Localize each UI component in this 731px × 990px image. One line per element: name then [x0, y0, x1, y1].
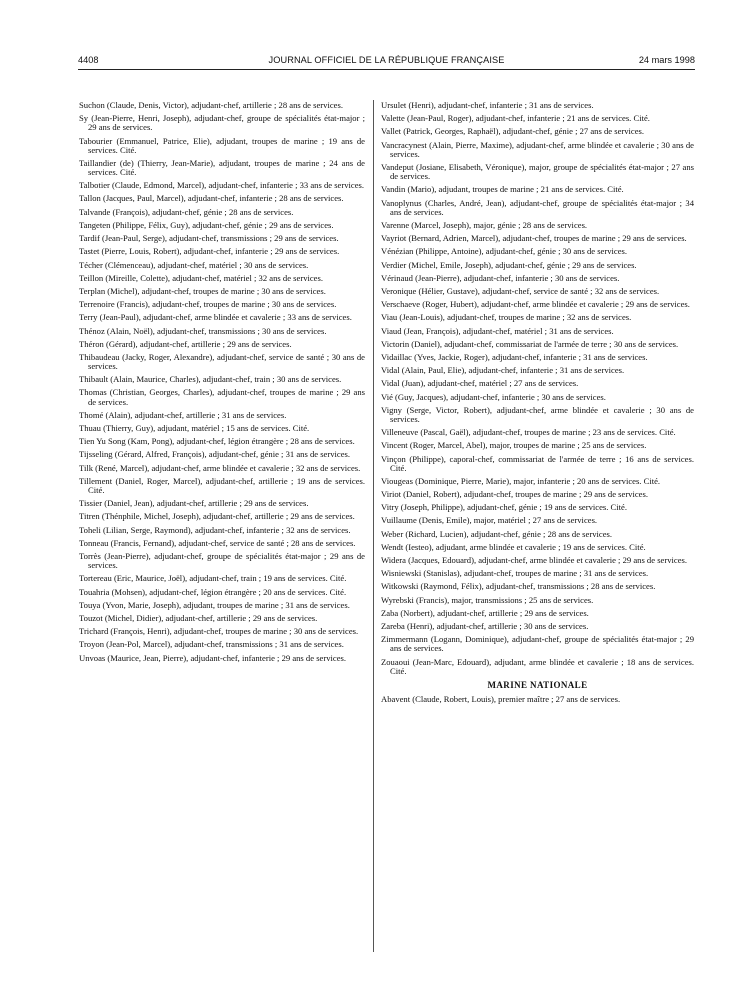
list-item: Tissier (Daniel, Jean), adjudant-chef, artillerie ; 29 ans de services. — [79, 498, 309, 509]
list-item: Sy (Jean-Pierre, Henri, Joseph), adjudant-chef, groupe de spécialités état-major ; 29 ans de services. — [79, 113, 365, 133]
list-item: Torrès (Jean-Pierre), adjudant-chef, groupe de spécialités état-major ; 29 ans de services. — [79, 551, 365, 571]
list-item: Terrenoire (Francis), adjudant-chef, troupes de marine ; 30 ans de services. — [79, 299, 337, 310]
right-column — [381, 101, 694, 708]
list-item: Tallon (Jacques, Paul, Marcel), adjudant-chef, infanterie ; 28 ans de services. — [79, 193, 344, 204]
list-item: Touzot (Michel, Didier), adjudant-chef, artillerie ; 29 ans de services. — [79, 613, 318, 623]
section-heading: MARINE NATIONALE — [487, 679, 588, 690]
list-item: Tillement (Daniel, Roger, Marcel), adjudant-chef, artillerie ; 19 ans de services. Cité. — [79, 475, 365, 496]
list-item: Vandin (Mario), adjudant, troupes de marine ; 21 ans de services. Cité. — [381, 184, 624, 195]
column-separator — [373, 100, 374, 952]
list-item: Zouaoui (Jean-Marc, Edouard), adjudant, arme blindée et cavalerie ; 18 ans de services. Cité. — [381, 656, 694, 676]
list-item: Vidaillac (Yves, Jackie, Roger), adjudant-chef, infanterie ; 31 ans de services. — [381, 351, 648, 362]
list-item: Weber (Richard, Lucien), adjudant-chef, génie ; 28 ans de services. — [381, 528, 613, 539]
list-item: Zimmermann (Logann, Dominique), adjudant-chef, groupe de spécialités état-major ; 29 ans de services. — [381, 634, 694, 654]
list-item: Teillon (Mireille, Colette), adjudant-chef, matériel ; 32 ans de services. — [79, 272, 323, 283]
list-item: Tonneau (Francis, Fernand), adjudant-chef, service de santé ; 28 ans de services. — [79, 537, 356, 548]
list-item: Wyrebski (Francis), major, transmissions ; 25 ans de services. — [381, 594, 594, 605]
list-item: Tien Yu Song (Kam, Pong), adjudant-chef, légion étrangère ; 28 ans de services. — [79, 436, 355, 447]
list-item: Vanoplynus (Charles, André, Jean), adjudant-chef, groupe de spécialités état-major ; 34 ans de services. — [381, 197, 694, 217]
list-item: Suchon (Claude, Denis, Victor), adjudant-chef, artillerie ; 28 ans de services. — [79, 100, 343, 110]
list-item: Thibault (Alain, Maurice, Charles), adjudant-chef, train ; 30 ans de services. — [79, 374, 342, 385]
list-item: Wendt (Iesteo), adjudant, arme blindée et cavalerie ; 19 ans de services. Cité. — [381, 541, 646, 552]
list-item: Trichard (François, Henri), adjudant-chef, troupes de marine ; 30 ans de services. — [79, 626, 359, 637]
list-item: Viaud (Jean, François), adjudant-chef, matériel ; 31 ans de services. — [381, 325, 614, 336]
list-item: Villeneuve (Pascal, Gaël), adjudant-chef, troupes de marine ; 23 ans de services. Cité. — [381, 427, 676, 438]
page-number: 4408 — [78, 55, 99, 65]
list-item: Widera (Jacques, Edouard), adjudant-chef, arme blindée et cavalerie ; 29 ans de services. — [381, 555, 688, 566]
list-item: Zaba (Norbert), adjudant-chef, artillerie ; 29 ans de services. — [381, 607, 589, 618]
list-item: Wisniewski (Stanislas), adjudant-chef, troupes de marine ; 31 ans de services. — [381, 568, 649, 579]
list-item: Técher (Clémenceau), adjudant-chef, matériel ; 30 ans de services. — [79, 259, 309, 270]
list-item: Vandeput (Josiane, Elisabeth, Véronique), major, groupe de spécialités état-major ; 27 ans de services. — [381, 161, 694, 182]
left-column — [79, 101, 365, 667]
list-item: Touya (Yvon, Marie, Joseph), adjudant, troupes de marine ; 31 ans de services. — [79, 599, 350, 610]
list-item: Troyon (Jean-Pol, Marcel), adjudant-chef, transmissions ; 31 ans de services. — [79, 639, 344, 650]
list-item: Thomé (Alain), adjudant-chef, artillerie ; 31 ans de services. — [79, 409, 287, 420]
list-item: Terplan (Michel), adjudant-chef, troupes de marine ; 30 ans de services. — [79, 285, 326, 296]
list-item: Toheli (Lilian, Serge, Raymond), adjudant-chef, infanterie ; 32 ans de services. — [79, 524, 351, 535]
list-item: Tortereau (Eric, Maurice, Joël), adjudant-chef, train ; 19 ans de services. Cité. — [79, 573, 347, 584]
list-item: Tabourier (Emmanuel, Patrice, Elie), adjudant, troupes de marine ; 19 ans de services. Cité. — [79, 135, 365, 155]
list-item: Valette (Jean-Paul, Roger), adjudant-chef, infanterie ; 21 ans de services. Cité. — [381, 113, 650, 124]
issue-date: 24 mars 1998 — [638, 55, 695, 65]
header-rule — [78, 69, 695, 70]
list-item: Vié (Guy, Jacques), adjudant-chef, infanterie ; 30 ans de services. — [381, 391, 606, 402]
list-item: Tastet (Pierre, Louis, Robert), adjudant-chef, infanterie ; 29 ans de services. — [79, 246, 340, 257]
list-item: Abavent (Claude, Robert, Louis), premier maître ; 27 ans de services. — [381, 694, 621, 705]
list-item: Vérinaud (Jean-Pierre), adjudant-chef, infanterie ; 30 ans de services. — [381, 272, 620, 283]
list-item: Vancracynest (Alain, Pierre, Maxime), adjudant-chef, arme blindée et cavalerie ; 30 ans de services. — [381, 139, 694, 159]
section-entry-list — [381, 695, 694, 704]
list-item: Thomas (Christian, Georges, Charles), adjudant-chef, troupes de marine ; 29 ans de services. — [79, 387, 365, 407]
list-item: Zareba (Henri), adjudant-chef, artillerie ; 30 ans de services. — [381, 621, 589, 632]
list-item: Titren (Thénphile, Michel, Joseph), adjudant-chef, artillerie ; 29 ans de services. — [79, 511, 355, 522]
journal-title: JOURNAL OFFICIEL DE LA RÉPUBLIQUE FRANÇAISE — [268, 55, 505, 65]
list-item: Vinçon (Philippe), caporal-chef, commissariat de l'armée de terre ; 16 ans de services. Cité. — [381, 453, 694, 473]
list-item: Ursulet (Henri), adjudant-chef, infanterie ; 31 ans de services. — [381, 100, 594, 110]
list-item: Vidal (Juan), adjudant-chef, matériel ; 27 ans de services. — [381, 378, 579, 389]
list-item: Vincent (Roger, Marcel, Abel), major, troupes de marine ; 25 ans de services. — [381, 440, 647, 451]
list-item: Witkowski (Raymond, Félix), adjudant-chef, transmissions ; 28 ans de services. — [381, 581, 656, 592]
list-item: Théron (Gérard), adjudant-chef, artillerie ; 29 ans de services. — [79, 338, 292, 349]
list-item: Terry (Jean-Paul), adjudant-chef, arme blindée et cavalerie ; 33 ans de services. — [79, 312, 352, 323]
list-item: Talbotier (Claude, Edmond, Marcel), adjudant-chef, infanterie ; 33 ans de services. — [79, 180, 365, 191]
page-header — [78, 55, 695, 69]
list-item: Unvoas (Maurice, Jean, Pierre), adjudant-chef, infanterie ; 29 ans de services. — [79, 652, 347, 663]
list-item: Thénoz (Alain, Noël), adjudant-chef, transmissions ; 30 ans de services. — [79, 325, 327, 336]
list-item: Veronique (Hélier, Gustave), adjudant-chef, service de santé ; 32 ans de services. — [381, 285, 660, 296]
list-item: Tardif (Jean-Paul, Serge), adjudant-chef, transmissions ; 29 ans de services. — [79, 233, 339, 244]
list-item: Vallet (Patrick, Georges, Raphaël), adjudant-chef, génie ; 27 ans de services. — [381, 126, 645, 137]
list-item: Taillandier (de) (Thierry, Jean-Marie), adjudant, troupes de marine ; 24 ans de services. Cité. — [79, 157, 365, 178]
list-item: Vuillaume (Denis, Emile), major, matériel ; 27 ans de services. — [381, 515, 598, 526]
list-item: Thibaudeau (Jacky, Roger, Alexandre), adjudant-chef, service de santé ; 30 ans de services. — [79, 351, 365, 372]
list-item: Verschaeve (Roger, Hubert), adjudant-chef, arme blindée et cavalerie ; 29 ans de services. — [381, 299, 690, 310]
list-item: Vénézian (Philippe, Antoine), adjudant-chef, génie ; 30 ans de services. — [381, 246, 628, 257]
list-item: Talvande (François), adjudant-chef, génie ; 28 ans de services. — [79, 206, 294, 217]
list-item: Vitry (Joseph, Philippe), adjudant-chef, génie ; 19 ans de services. Cité. — [381, 502, 628, 513]
list-item: Verdier (Michel, Emile, Joseph), adjudant-chef, génie ; 29 ans de services. — [381, 259, 637, 270]
list-item: Tangeten (Philippe, Félix, Guy), adjudant-chef, génie ; 29 ans de services. — [79, 219, 334, 230]
list-item: Victorin (Daniel), adjudant-chef, commissariat de l'armée de terre ; 30 ans de services. — [381, 338, 679, 349]
list-item: Vidal (Alain, Paul, Elie), adjudant-chef, infanterie ; 31 ans de services. — [381, 365, 625, 376]
list-item: Viau (Jean-Louis), adjudant-chef, troupes de marine ; 32 ans de services. — [381, 312, 632, 323]
right-entry-list — [381, 101, 694, 676]
list-item: Viougeas (Dominique, Pierre, Marie), major, infanterie ; 20 ans de services. Cité. — [381, 475, 661, 486]
list-item: Tijsseling (Gérard, Alfred, François), adjudant-chef, génie ; 31 ans de services. — [79, 449, 351, 460]
list-item: Touahria (Mohsen), adjudant-chef, légion étrangère ; 20 ans de services. Cité. — [79, 586, 347, 597]
list-item: Thuau (Thierry, Guy), adjudant, matériel ; 15 ans de services. Cité. — [79, 423, 310, 434]
list-item: Vayriot (Bernard, Adrien, Marcel), adjudant-chef, troupes de marine ; 29 ans de services. — [381, 233, 687, 244]
list-item: Vigny (Serge, Victor, Robert), adjudant-chef, arme blindée et cavalerie ; 30 ans de services. — [381, 404, 694, 424]
list-item: Varenne (Marcel, Joseph), major, génie ; 28 ans de services. — [381, 219, 588, 230]
list-item: Tilk (René, Marcel), adjudant-chef, arme blindée et cavalerie ; 32 ans de services. — [79, 462, 361, 473]
list-item: Viriot (Daniel, Robert), adjudant-chef, troupes de marine ; 29 ans de services. — [381, 489, 648, 500]
